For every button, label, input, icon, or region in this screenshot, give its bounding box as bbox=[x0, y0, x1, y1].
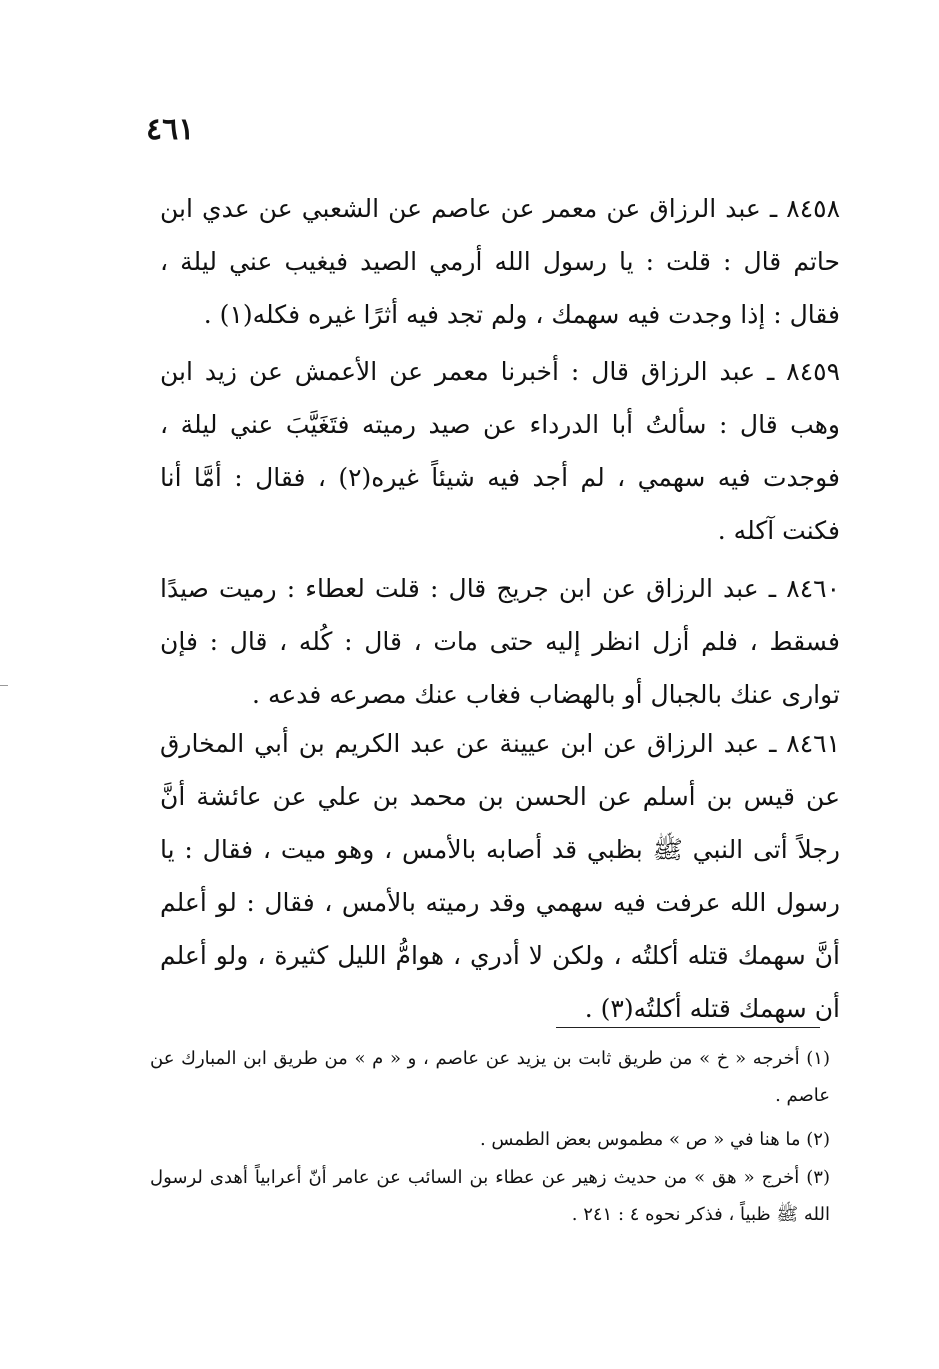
paragraph-text: ٨٤٦١ ـ عبد الرزاق عن ابن عيينة عن عبد الكريم بن أبي المخارق عن قيس بن أسلم عن الحسن بن محمد بن علي عن عائشة أنَّ رجلاً أتى النبي ﷺ بظبي قد أصابه بالأمس ، وهو ميت ، فقال : يا رسول الله عرفت فيه سهمي وقد رميته بالأمس ، فقال : لو أعلم أنَّ سهمك قتله أكلتُه ، ولكن لا أدري ، هوامُّ الليل كثيرة ، ولو أعلم أن سهمك قتله أكلتُه(٣) . bbox=[160, 729, 840, 1023]
scan-margin-mark bbox=[0, 685, 8, 686]
footnote-text: (٢) ما هنا في « ص » مطموس بعض الطمس . bbox=[479, 1129, 830, 1150]
paragraph-text: ٨٤٥٨ ـ عبد الرزاق عن معمر عن عاصم عن الشعبي عن عدي ابن حاتم قال : قلت : يا رسول الله أرمي الصيد فيغيب عني ليلة ، فقال : إذا وجدت فيه سهمك ، ولم تجد فيه أثرًا غيره فكله(١) . bbox=[160, 194, 840, 329]
hadith-paragraph-8461 bbox=[160, 717, 840, 1035]
footnote-text: (٣) أخرج « هق » من حديث زهير عن عطاء بن السائب عن عامر أنّ أعرابياً أهدى لرسول الله ﷺ ظبياً ، فذكر نحوه ٤ : ٢٤١ . bbox=[150, 1167, 830, 1225]
hadith-paragraph-8458 bbox=[160, 182, 840, 341]
footnote-1 bbox=[150, 1040, 830, 1114]
hadith-paragraph-8459 bbox=[160, 345, 840, 557]
paragraph-text: ٨٤٥٩ ـ عبد الرزاق قال : أخبرنا معمر عن الأعمش عن زيد ابن وهب قال : سألتُ أبا الدرداء عن صيد رميته فتَغَيَّبَ عني ليلة ، فوجدت فيه سهمي ، لم أجد فيه شيئاً غيره(٢) ، فقال : أمَّا أنا فكنت آكله . bbox=[160, 357, 840, 545]
footnote-text: (١) أخرجه « خ » من طريق ثابت بن يزيد عن عاصم ، و « م » من طريق ابن المبارك عن عاصم . bbox=[150, 1048, 830, 1106]
paragraph-text: ٨٤٦٠ ـ عبد الرزاق عن ابن جريج قال : قلت لعطاء : رميت صيدًا فسقط ، فلم أزل انظر إليه حتى مات ، قال : كُله ، قال : فإن توارى عنك بالجبال أو بالهضاب فغاب عنك مصرعه فدعه . bbox=[160, 574, 840, 709]
footnote-3 bbox=[150, 1159, 830, 1233]
footnote-divider bbox=[556, 1027, 820, 1028]
page-number: ٤٦١ bbox=[146, 112, 195, 147]
hadith-paragraph-8460 bbox=[160, 562, 840, 721]
footnote-2 bbox=[150, 1121, 830, 1158]
